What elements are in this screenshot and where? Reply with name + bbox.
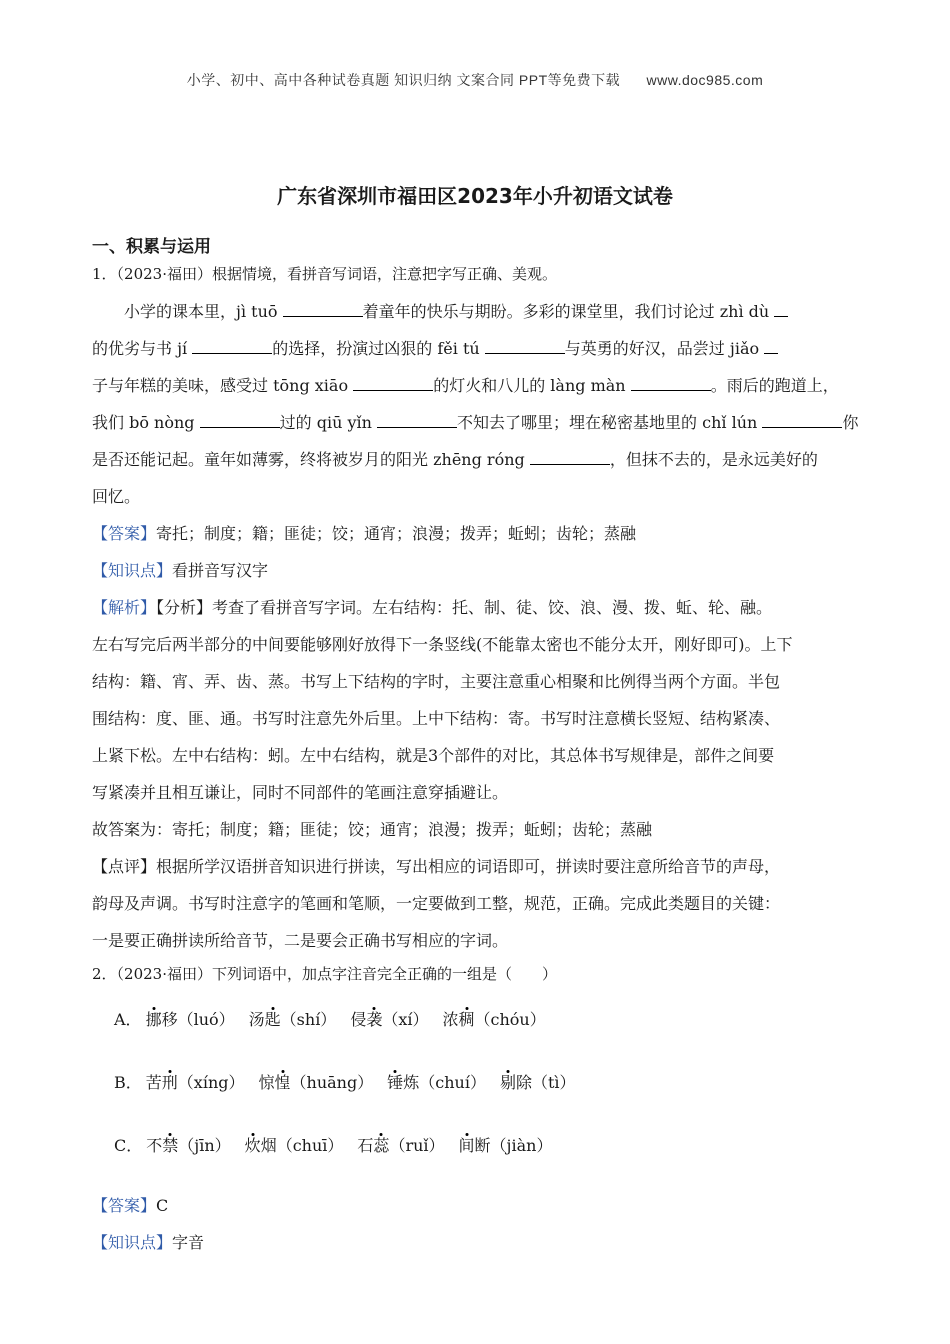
header-text: 小学、初中、高中各种试卷真题 知识归纳 文案合同 PPT等免费下载 (186, 72, 621, 88)
option-text: 不 (146, 1136, 163, 1155)
analysis-line: 写紧凑并且相互谦让，同时不同部件的笔画注意穿插避让。 (92, 783, 509, 802)
document-body (92, 232, 862, 1261)
option-b (114, 1068, 862, 1098)
knowledge-tag: 【知识点】 (92, 561, 173, 580)
option-letter: B． (114, 1073, 142, 1092)
option-text: （tì） (532, 1073, 576, 1092)
option-text: 除 (515, 1073, 532, 1092)
answer-blank (485, 352, 565, 354)
question-1-analysis (92, 589, 862, 626)
dotted-char: 间 (458, 1136, 475, 1155)
question-1-passage-line (92, 441, 862, 478)
passage-text: 的灯火和八儿的 làng màn (433, 376, 626, 395)
question-1-passage-line (92, 367, 862, 404)
dotted-char: 挪 (145, 1010, 162, 1029)
section-heading: 一、积累与运用 (92, 237, 211, 257)
question-1-answer (92, 515, 862, 552)
passage-text: 的选择，扮演过凶狠的 fěi tú (272, 339, 480, 358)
dotted-char: 蕊 (373, 1136, 390, 1155)
answer-blank (283, 315, 363, 317)
answer-blank (631, 389, 711, 391)
option-text: （chuī） (276, 1136, 344, 1155)
passage-text: 着童年的快乐与期盼。多彩的课堂里，我们讨论过 zhì dù (362, 302, 770, 321)
dotted-char: 稠 (458, 1010, 475, 1029)
dotted-char: 炊 (244, 1136, 261, 1155)
question-1-passage (92, 293, 862, 330)
answer-blank (377, 426, 457, 428)
dotted-char: 惶 (274, 1073, 291, 1092)
passage-text: 我们 bō nòng (92, 413, 195, 432)
dotted-char: 锤 (387, 1073, 404, 1092)
dotted-char: 剔 (499, 1073, 516, 1092)
option-text: （chuí） (419, 1073, 486, 1092)
answer-blank (762, 426, 842, 428)
option-text: 断 (474, 1136, 491, 1155)
option-text: （shí） (280, 1010, 337, 1029)
answer-tag: 【答案】 (92, 524, 157, 543)
comment-line: 韵母及声调。书写时注意字的笔画和笔顺，一定要做到工整，规范，正确。完成此类题目的关键： (92, 894, 781, 913)
option-text: 炼 (403, 1073, 420, 1092)
option-text: 苦 (145, 1073, 162, 1092)
question-1-passage-line (92, 404, 862, 441)
passage-text: 不知去了哪里；埋在秘密基地里的 chǐ lún (457, 413, 758, 432)
question-1-knowledge-point (92, 552, 862, 589)
option-letter: C． (114, 1136, 143, 1155)
knowledge-text: 字音 (172, 1233, 205, 1252)
option-a (114, 1005, 862, 1035)
option-text: 烟 (260, 1136, 277, 1155)
question-1-stem: 1．（2023·福田）根据情境，看拼音写词语，注意把字写正确、美观。 (92, 265, 557, 283)
question-2-answer (92, 1187, 862, 1224)
dotted-char: 袭 (366, 1010, 383, 1029)
answer-blank (192, 352, 272, 354)
question-2-stem: 2．（2023·福田）下列词语中，加点字注音完全正确的一组是（ ） (92, 965, 557, 983)
question-1-passage-line (92, 330, 862, 367)
answer-text: 寄托；制度；籍；匪徒；饺；通宵；浪漫；拨弄；蚯蚓；齿轮；蒸融 (156, 524, 637, 543)
answer-blank (764, 352, 778, 354)
passage-text: ，但抹不去的，是永远美好的 (609, 450, 818, 469)
passage-text: 子与年糕的美味，感受过 tōng xiāo (92, 376, 349, 395)
option-text: （jiàn） (490, 1136, 553, 1155)
comment-line: 【点评】根据所学汉语拼音知识进行拼读，写出相应的词语即可，拼读时要注意所给音节的声母， (92, 857, 781, 876)
answer-text: C (156, 1196, 169, 1215)
answer-tag: 【答案】 (92, 1196, 157, 1215)
option-text: 侵 (350, 1010, 367, 1029)
option-c (114, 1131, 862, 1161)
option-text: 浓 (442, 1010, 459, 1029)
analysis-line: 左右写完后两半部分的中间要能够刚好放得下一条竖线(不能靠太密也不能分太开，刚好即可)。上下 (92, 635, 793, 654)
option-text: （huāng） (290, 1073, 374, 1092)
passage-text: 是否还能记起。童年如薄雾，终将被岁月的阳光 zhēng róng (92, 450, 525, 469)
option-text: 移（luó） (161, 1010, 235, 1029)
option-text: （ruǐ） (389, 1136, 445, 1155)
analysis-line: 故答案为：寄托；制度；籍；匪徒；饺；通宵；浪漫；拨弄；蚯蚓；齿轮；蒸融 (92, 820, 653, 839)
analysis-text: 【分析】考查了看拼音写字词。左右结构：托、制、徒、饺、浪、漫、拨、蚯、轮、融。 (156, 598, 773, 617)
passage-text: 过的 qiū yǐn (279, 413, 372, 432)
dotted-char: 刑 (161, 1073, 178, 1092)
answer-blank (774, 315, 788, 317)
answer-blank (530, 463, 610, 465)
option-text: 石 (357, 1136, 374, 1155)
knowledge-tag: 【知识点】 (92, 1233, 173, 1252)
dotted-char: 禁 (162, 1136, 179, 1155)
answer-blank (200, 426, 280, 428)
question-2-knowledge-point (92, 1224, 862, 1261)
passage-text: 与英勇的好汉，品尝过 jiǎo (564, 339, 760, 358)
option-text: 汤 (248, 1010, 265, 1029)
comment-line: 一是要正确拼读所给音节，二是要会正确书写相应的字词。 (92, 931, 509, 950)
page-header (0, 70, 950, 90)
analysis-line: 上紧下松。左中右结构：蚓。左中右结构，就是3个部件的对比，其总体书写规律是，部件之间要 (92, 746, 775, 765)
option-text: （jīn） (178, 1136, 231, 1155)
option-text: （xíng） (177, 1073, 245, 1092)
dotted-char: 匙 (264, 1010, 281, 1029)
option-text: 惊 (258, 1073, 275, 1092)
answer-blank (353, 389, 433, 391)
option-text: （chóu） (474, 1010, 546, 1029)
passage-text: 小学的课本里，jì tuō (124, 302, 278, 321)
option-letter: A． (114, 1010, 142, 1029)
page-title: 广东省深圳市福田区2023年小升初语文试卷 (277, 184, 673, 208)
question-1-passage-line: 回忆。 (92, 487, 141, 506)
analysis-tag: 【解析】 (92, 598, 157, 617)
analysis-line: 结构：籍、宵、弄、齿、蒸。书写上下结构的字时，主要注意重心相聚和比例得当两个方面。半包 (92, 672, 781, 691)
passage-text: 你 (842, 413, 859, 432)
knowledge-text: 看拼音写汉字 (172, 561, 269, 580)
option-text: （xí） (382, 1010, 429, 1029)
analysis-line: 围结构：度、匪、通。书写时注意先外后里。上中下结构：寄。书写时注意横长竖短、结构紧凑、 (92, 709, 781, 728)
passage-text: 的优劣与书 jí (92, 339, 188, 358)
header-url[interactable]: www.doc985.com (646, 72, 764, 88)
passage-text: 。雨后的跑道上， (710, 376, 839, 395)
